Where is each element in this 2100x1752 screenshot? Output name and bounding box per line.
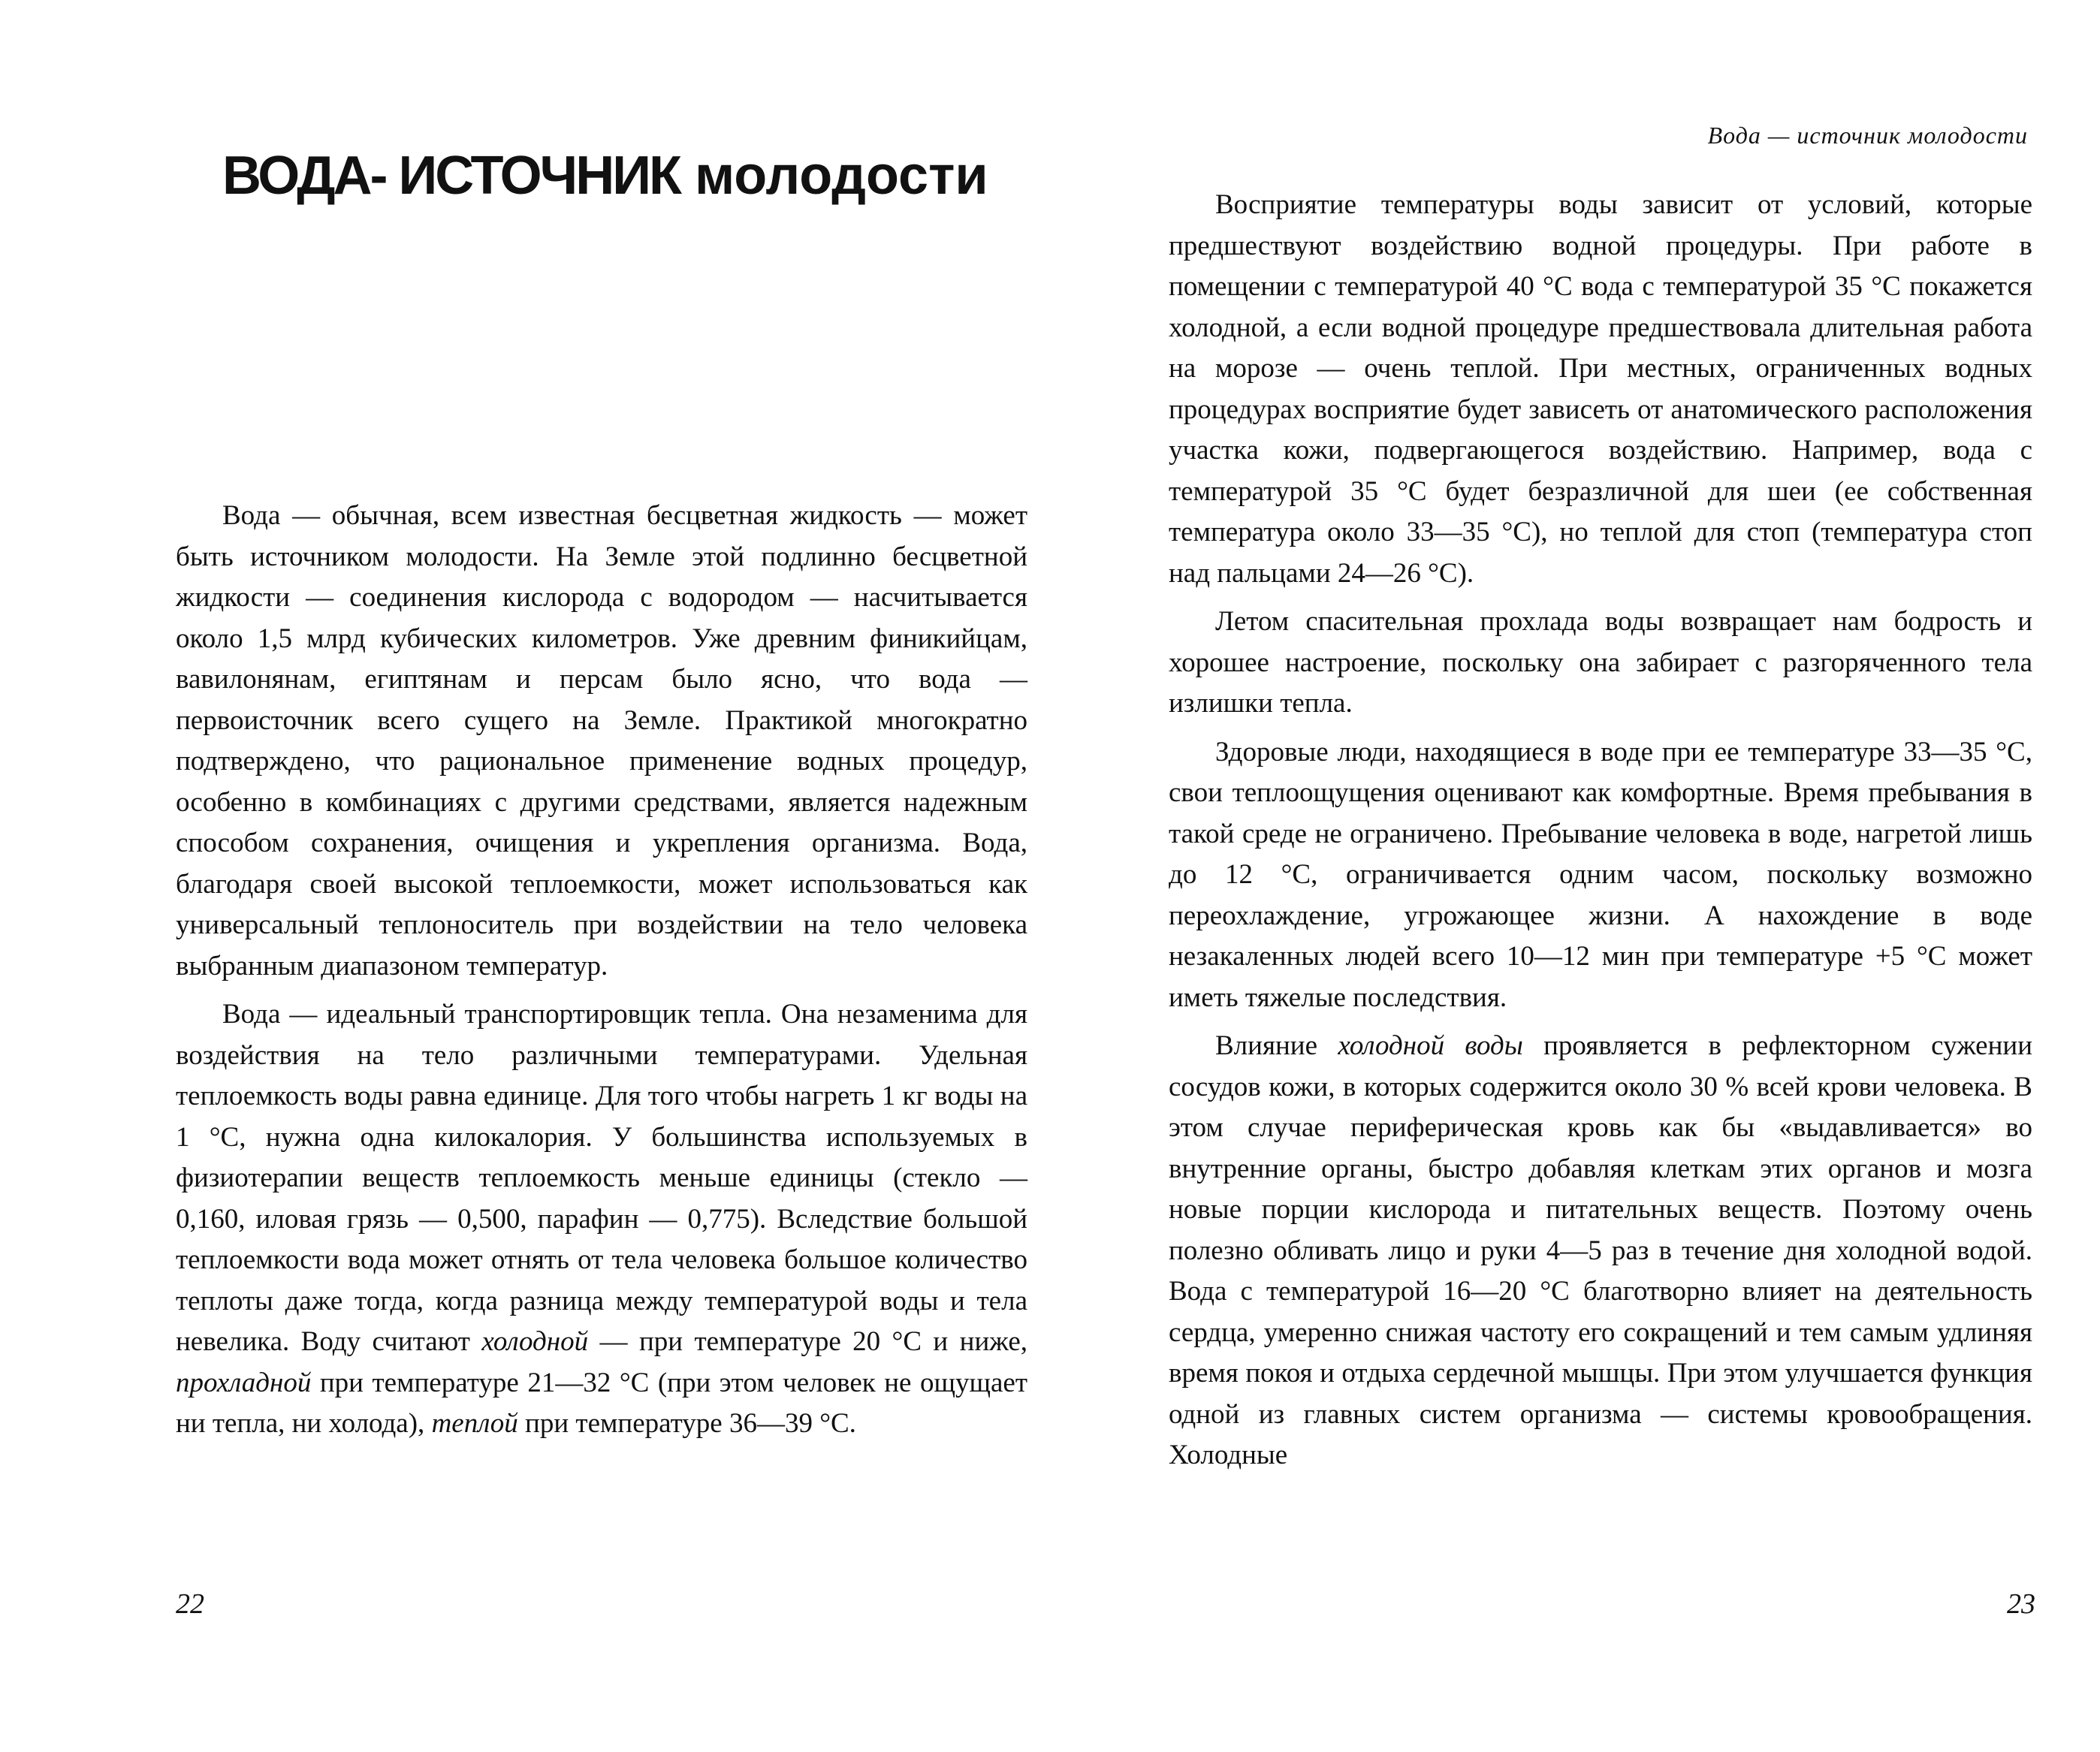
left-page-body [176, 496, 1027, 1445]
paragraph [176, 994, 1027, 1445]
text-run: при температуре 21—32 °С (при этом человек не ощущает ни тепла, ни холода), [176, 1367, 1027, 1439]
running-head: Вода — источник молодости [1707, 122, 2028, 149]
text-run: Восприятие температуры воды зависит от условий, которые предшествуют воздействию водной процедуры. При работе в помещении с температурой 40 °С вода с температурой 35 °С покажется холодной, а если водной процедуре предшествовала длительная работа на морозе — очень теплой. При местных, ограниченных водных процедурах восприятие будет зависеть от анатомического расположения участка кожи, подвергающегося воздействию. Например, вода с температурой 35 °С будет безразличной для шеи (ее собственная температура около 33—35 °С), но теплой для стоп (температура стоп над пальцами 24—26 °С). [1169, 189, 2032, 589]
paragraph [1169, 185, 2032, 594]
italic-term: холодной [481, 1326, 589, 1357]
text-run: Летом спасительная прохлада воды возвращает нам бодрость и хорошее настроение, поскольку она забирает с разгоряченного тела излишки тепла. [1169, 606, 2032, 719]
italic-term: теплой [431, 1408, 518, 1439]
paragraph [1169, 732, 2032, 1019]
paragraph [1169, 1026, 2032, 1476]
italic-term: прохладной [176, 1367, 312, 1398]
right-page [1050, 0, 2100, 1752]
right-page-body [1169, 185, 2032, 1476]
text-run: Здоровые люди, находящиеся в воде при ее температуре 33—35 °С, свои теплоощущения оценивают как комфортные. Время пребывания в такой среде не ограничено. Пребывание человека в воде, нагретой лишь до 12 °С, ограничивается одним часом, поскольку возможно переохлаждение, угрожающее жизни. А нахождение в воде незакаленных людей всего 10—12 мин при температуре +5 °С может иметь тяжелые последствия. [1169, 736, 2032, 1013]
text-run: — при температуре 20 °С и ниже, [588, 1326, 1027, 1357]
paragraph [176, 496, 1027, 987]
text-run: Влияние [1215, 1030, 1338, 1061]
text-run: Вода — идеальный транспортировщик тепла. Она незаменима для воздействия на тело различными температурами. Удельная теплоемкость воды равна единице. Для того чтобы нагреть 1 кг воды на 1 °С, нужна одна килокалория. У большинства используемых в физиотерапии веществ теплоемкость меньше единицы (стекло — 0,160, иловая грязь — 0,500, парафин — 0,775). Вследствие большой теплоемкости вода может отнять от тела человека большое количество теплоты даже тогда, когда разница между температурой воды и тела невелика. Воду считают [176, 999, 1027, 1357]
text-run: Вода — обычная, всем известная бесцветная жидкость — может быть источником молодости. На Земле этой подлинно бесцветной жидкости — соединения кислорода с водородом — насчитывается около 1,5 млрд кубических километров. Уже древним финикийцам, вавилонянам, египтянам и персам было ясно, что вода — первоисточник всего сущего на Земле. Практикой многократно подтверждено, что рациональное применение водных процедур, особенно в комбинациях с другими средствами, является надежным способом сохранения, очищения и укрепления организма. Вода, благодаря своей высокой теплоемкости, может использоваться как универсальный теплоноситель при воздействии на тело человека выбранным диапазоном температур. [176, 500, 1027, 982]
paragraph [1169, 602, 2032, 725]
chapter-title [222, 146, 988, 206]
page-number-right: 23 [2007, 1588, 2035, 1620]
italic-term: холодной воды [1338, 1030, 1523, 1061]
page-number-left: 22 [176, 1588, 204, 1620]
text-run: проявляется в рефлекторном сужении сосудов кожи, в которых содержится около 30 % всей крови человека. В этом случае периферическая кровь как бы «выдавливается» во внутренние органы, быстро добавляя клеткам этих органов и мозга новые порции кислорода и питательных веществ. Поэтому очень полезно обливать лицо и руки 4—5 раз в течение дня холодной водой. Вода с температурой 16—20 °С благотворно влияет на деятельность сердца, умеренно снижая частоту его сокращений и тем самым удлиняя время покоя и отдыха сердечной мышцы. При этом улучшается функция одной из главных систем организма — системы кровообращения. Холодные [1169, 1030, 2032, 1470]
chapter-title-bold: ВОДА- ИСТОЧНИК [222, 146, 680, 206]
text-run: при температуре 36—39 °С. [517, 1408, 856, 1439]
chapter-title-light: молодости [694, 146, 988, 206]
